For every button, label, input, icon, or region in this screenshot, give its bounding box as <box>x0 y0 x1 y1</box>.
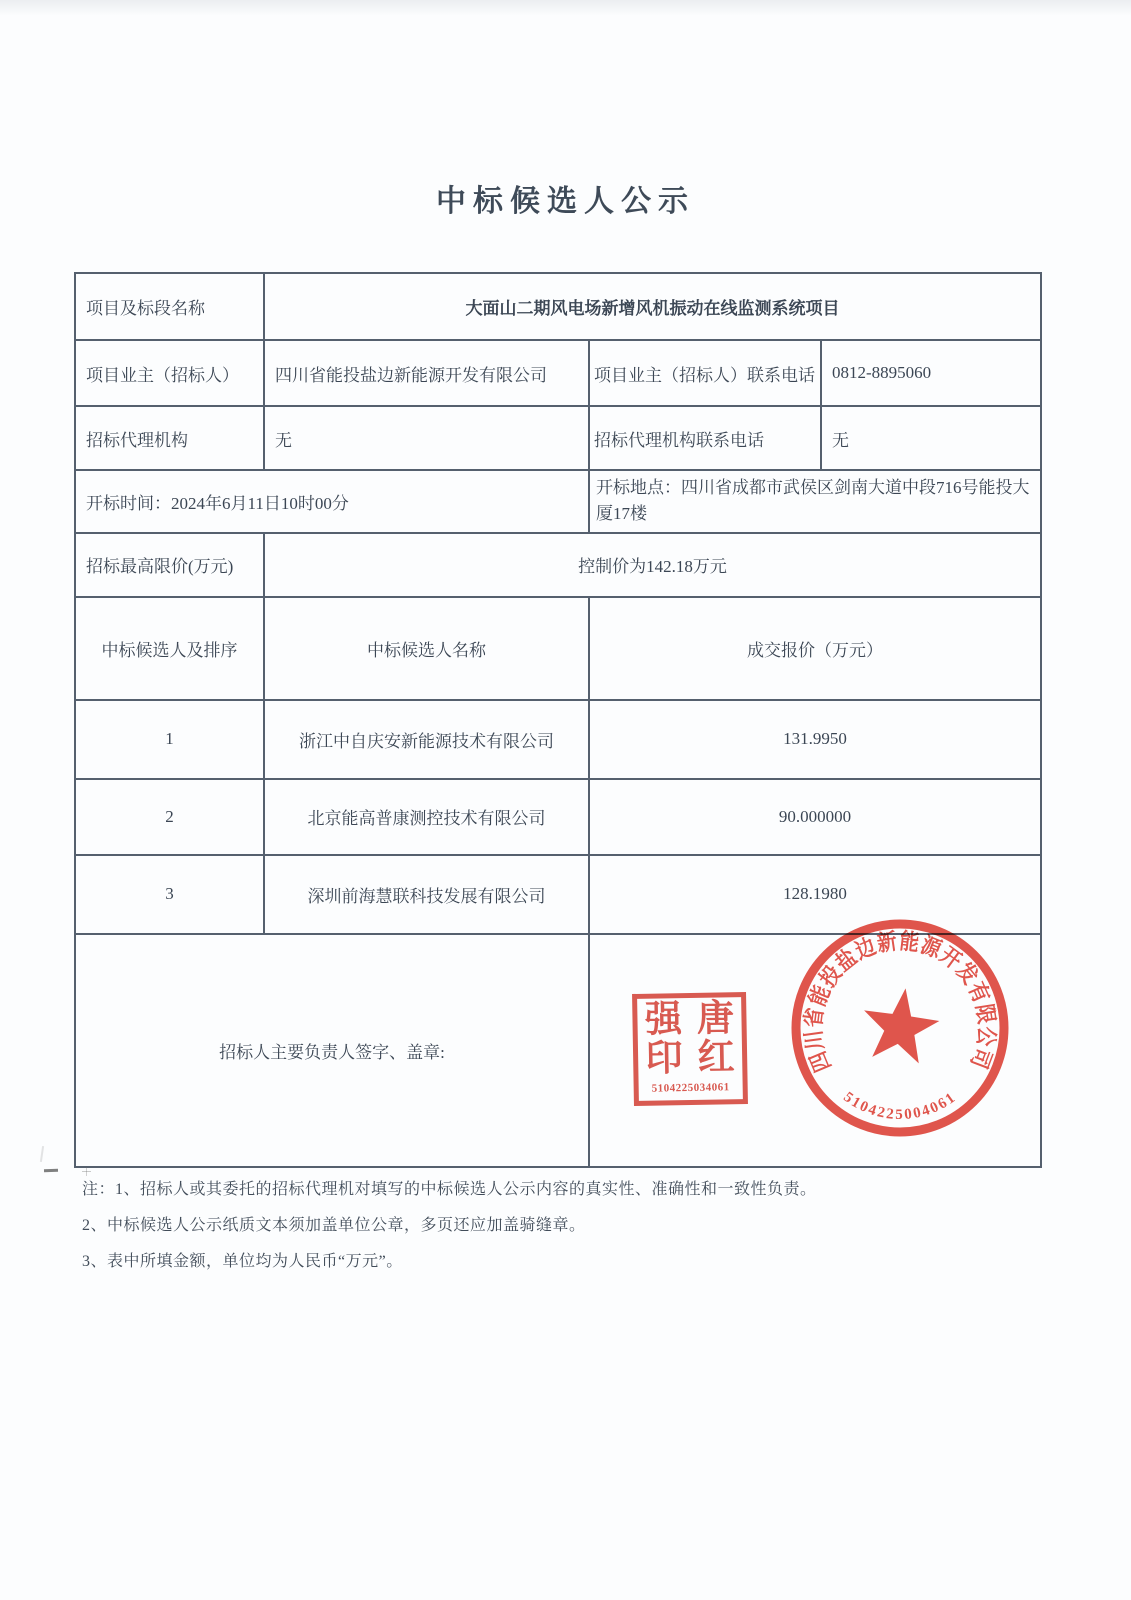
candidate-row <box>75 779 1041 855</box>
candidate-price: 131.9950 <box>589 700 1041 779</box>
note-line: 2、中标候选人公示纸质文本须加盖单位公章，多页还应加盖骑缝章。 <box>82 1217 586 1234</box>
seal-characters <box>637 999 742 1079</box>
project-name-value: 大面山二期风电场新增风机振动在线监测系统项目 <box>264 273 1041 340</box>
company-round-seal <box>786 914 1014 1142</box>
candidates-rank-header: 中标候选人及排序 <box>75 597 264 700</box>
note-line: 注：1、招标人或其委托的招标代理机对填写的中标候选人公示内容的真实性、准确性和一致性负责。 <box>82 1181 817 1198</box>
project-name-label: 项目及标段名称 <box>75 273 264 340</box>
seal-company-name: 四川省能投盐边新能源开发有限公司 <box>800 928 1000 1076</box>
seal-char: 红 <box>697 1037 736 1079</box>
seal-registration-number: 5104225004061 <box>840 1089 960 1123</box>
table-row <box>75 470 1041 533</box>
candidates-price-header: 成交报价（万元） <box>589 597 1041 700</box>
agency-label: 招标代理机构 <box>75 406 264 470</box>
scan-artifact <box>44 1169 58 1172</box>
candidate-price: 128.1980 <box>589 855 1041 934</box>
star-icon <box>858 983 943 1065</box>
bid-opening-place: 开标地点：四川省成都市武侯区剑南大道中段716号能投大厦17楼 <box>589 470 1041 533</box>
svg-text:5104225004061 <box>840 1089 959 1123</box>
owner-phone-value: 0812-8895060 <box>821 340 1041 406</box>
owner-phone-label: 项目业主（招标人）联系电话 <box>589 340 821 406</box>
agency-phone-value: 无 <box>821 406 1041 470</box>
document-title: 中标候选人公示 <box>436 185 695 218</box>
scan-artifact <box>40 1146 44 1162</box>
candidate-name: 深圳前海慧联科技发展有限公司 <box>264 855 589 934</box>
candidate-row <box>75 700 1041 779</box>
owner-value: 四川省能投盐边新能源开发有限公司 <box>264 340 589 406</box>
candidate-price: 90.000000 <box>589 779 1041 855</box>
table-row <box>75 340 1041 406</box>
scan-artifact <box>86 1167 87 1176</box>
candidates-header-row <box>75 597 1041 700</box>
agency-phone-label: 招标代理机构联系电话 <box>589 406 821 470</box>
note-line: 3、表中所填金额，单位均为人民币“万元”。 <box>82 1253 403 1270</box>
bid-opening-time: 开标时间：2024年6月11日10时00分 <box>75 470 589 533</box>
candidates-name-header: 中标候选人名称 <box>264 597 589 700</box>
scan-top-shadow <box>0 0 1131 16</box>
candidate-rank: 3 <box>75 855 264 934</box>
table-row <box>75 406 1041 470</box>
seal-char: 唐 <box>696 998 735 1040</box>
candidate-rank: 1 <box>75 700 264 779</box>
seal-char: 印 <box>645 1038 684 1080</box>
candidate-name: 北京能高普康测控技术有限公司 <box>264 779 589 855</box>
personal-name-seal <box>632 992 748 1106</box>
price-limit-value: 控制价为142.18万元 <box>264 533 1041 597</box>
seal-registration-number: 5104225034061 <box>651 1081 730 1095</box>
signature-cell: 招标人主要负责人签字、盖章: <box>75 934 589 1167</box>
price-limit-label: 招标最高限价(万元) <box>75 533 264 597</box>
candidate-rank: 2 <box>75 779 264 855</box>
candidate-name: 浙江中自庆安新能源技术有限公司 <box>264 700 589 779</box>
seal-char: 强 <box>644 999 683 1041</box>
table-row <box>75 533 1041 597</box>
owner-label: 项目业主（招标人） <box>75 340 264 406</box>
table-row <box>75 273 1041 340</box>
agency-value: 无 <box>264 406 589 470</box>
